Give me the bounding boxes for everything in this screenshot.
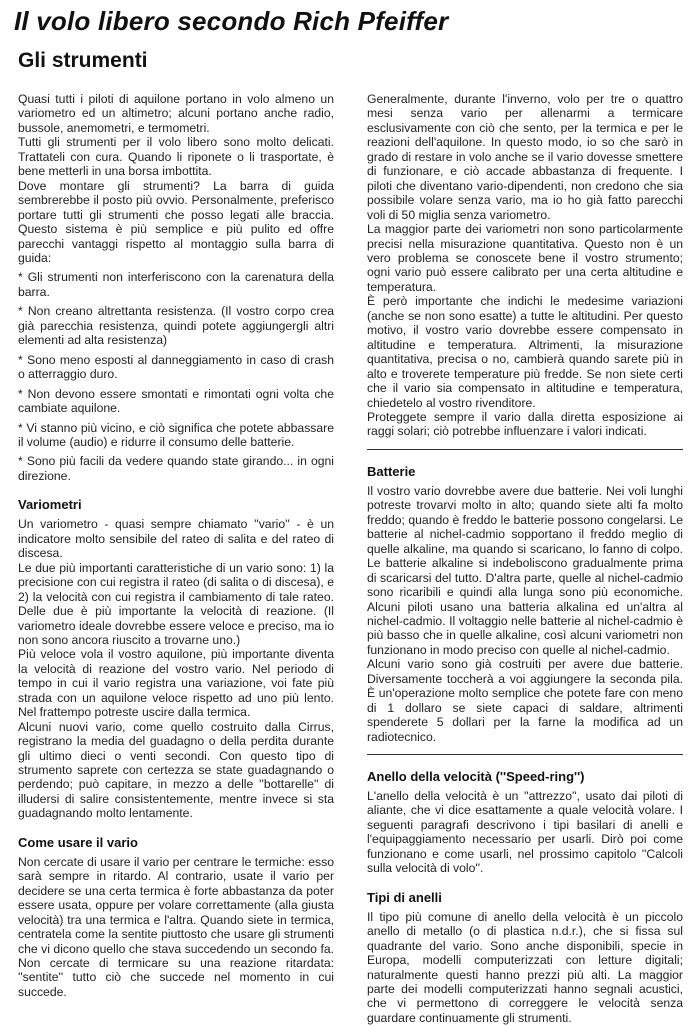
- batterie-heading: Batterie: [367, 463, 416, 479]
- variometri-heading: Variometri: [18, 497, 82, 513]
- page-header: [14, 6, 694, 74]
- variometri-paragraph: Un variometro - quasi sempre chiamato ''vario'' - è un indicatore molto sensibile del rateo di salita e del rateo di discesa.: [18, 517, 334, 561]
- variometri-paragraph: Più veloce vola il vostro aquilone, più importante diventa la velocità di reazione del vostro vario. Nel periodo di tempo in cui il vario registra una variazione, voi fate più strada con un aquilone veloce rispetto ad uno più lento. Nel frattempo potreste uscire dalla termica.: [18, 647, 334, 720]
- variometri-paragraph: Alcuni nuovi vario, come quello costruito dalla Cirrus, registrano la media del guadagno o della perdita durante gli ultimo dieci o venti secondi. Con questo tipo di strumento saprete con certezza se state guadagnando o perdendo; può capitare, in mezzo a delle ''bottarelle'' di illudersi di salire consistentemente, mentre invece si sta guadagnando molto lentamente.: [18, 719, 334, 821]
- tipi-paragraph: Il tipo più comune di anello della velocità è un piccolo anello di metallo (o di plastica n.d.r.), che si fissa sul quadrante del vario. Sono anche disponibili, specie in Europa, modelli computerizzati con letture digitali; naturalmente questi hanno prezzi più alti. La maggior parte dei modelli computerizzati hanno segnali acustici, che vi permettono di correggere le velocità senza guardare continuamente gli strumenti.: [367, 909, 683, 1025]
- intro-paragraph: Quasi tutti i piloti di aquilone portano in volo almeno un variometro ed un altimetro; alcuni portano anche radio, bussole, anemometri, e termometri.: [18, 92, 334, 135]
- intro-paragraph: Dove montare gli strumenti? La barra di guida sembrerebbe il posto più ovvio. Personalmente, preferisco portare tutti gli strumenti che posso legati alle braccia. Questo sistema è più semplice e più pulito ed offre parecchi vantaggi rispetto al montaggio sulla barra di guida:: [18, 178, 334, 265]
- left-column: [18, 92, 334, 999]
- vario-paragraph: Generalmente, durante l'inverno, volo per tre o quattro mesi senza vario per allenarmi a termicare esclusivamente con ciò che sento, per la termica e per le reazioni dell'aquilone. In questo modo, io so che sarò in grado di restare in volo anche se il vario dovesse smettere di funzionare, e ciò accade abbastanza di frequente. I piloti che diventano vario-dipendenti, non credono che sia possibile volare senza vario, ma io ho già fatto parecchi voli di 50 miglia senza variometro.: [367, 92, 683, 222]
- come-usare-paragraph: Non cercate di usare il vario per centrare le termiche: esso sarà sempre in ritardo. Al contrario, usate il vario per decidere se una certa termica è forte abbastanza da poter essere usata, oppure per volare correttamente (alla giusta velocità) tra una termica e l'altra. Quando siete in termica, centratela come la sentite piuttosto che usare gli strumenti che vi dicono quello che stava succedendo un secondo fa. Non cercate di termicare su una reazione ritardata: ''sentite'' tutto ciò che succede nel momento in cui succede.: [18, 854, 334, 999]
- bullet-item: * Vi stanno più vicino, e ciò significa che potete abbassare il volume (audio) e ridurre il consumo delle batterie.: [18, 420, 334, 449]
- intro-paragraph: Tutti gli strumenti per il volo libero sono molto delicati. Trattateli con cura. Quando li riponete o li trasportate, è bene metterli in una borsa imbottita.: [18, 135, 334, 179]
- vario-paragraph: La maggior parte dei variometri non sono particolarmente precisi nella misurazione quantitativa. Questo non è un vero problema se conoscete bene il vostro strumento; ogni vario può essere calibrato per una certa altitudine e temperatura.: [367, 222, 683, 294]
- anello-paragraph: L'anello della velocità è un ''attrezzo'', usato dai piloti di aliante, che vi dice esattamente a quale velocità volare. I seguenti paragrafi descrivono i tipi basilari di anelli e l'equipaggiamento necessario per usarli. Dirò poi come funzionano e come usarli, nel prossimo capitolo ''Calcoli sulla velocità di volo''.: [367, 789, 683, 876]
- variometri-paragraph: Le due più importanti caratteristiche di un vario sono: 1) la precisione con cui registra il rateo (di salita o di discesa), e 2) la velocità con cui registra il cambiamento di tale rateo. Delle due è più importante la velocità di reazione. (Il variometro ideale dovrebbe essere veloce e preciso, ma io non sono ancora riuscito a trovarne uno.): [18, 560, 334, 647]
- section-title: Gli strumenti: [18, 49, 148, 72]
- batterie-paragraph: Alcuni vario sono già costruiti per avere due batterie. Diversamente toccherà a voi aggiungere la seconda pila. È un'operazione molto semplice che potete fare con meno di 1 dollaro se siete capaci di saldare, altrimenti spenderete 5 dollari per la farne la modifica ad un radiotecnico.: [367, 657, 683, 744]
- bullet-item: * Sono meno esposti al danneggiamento in caso di crash o atterraggio duro.: [18, 352, 334, 382]
- tipi-heading: Tipi di anelli: [367, 889, 442, 905]
- bullet-item: * Non creano altrettanta resistenza. (Il vostro corpo crea già parecchia resistenza, quindi potete aggiungergli altri elementi ad alta resistenza): [18, 304, 334, 348]
- section-divider: [367, 754, 683, 755]
- batterie-paragraph: Il vostro vario dovrebbe avere due batterie. Nei voli lunghi potreste trovarvi molto in alto; quando siete alti fa molto freddo; quando è freddo le batterie possono congelarsi. Le batterie al nichel-cadmio sopportano il freddo meglio di quelle alkaline, ma quando si scaricano, lo fanno di colpo. Le batterie alkaline si indeboliscono gradualmente prima di scaricarsi del tutto. D'altra parte, quelle al nichel-cadmio sono ricaribili e quindi alla lunga sono più economiche. Alcuni piloti usano una batteria alkalina ed un'altra al nichel-cadmio. Il voltaggio nelle batterie al nichel-cadmio è più basso che in quelle alkaline, così alcuni variometri non funzionano in modo preciso con quelle al nichel-cadmio.: [367, 483, 683, 657]
- right-column: [367, 92, 683, 1025]
- come-usare-heading: Come usare il vario: [18, 834, 138, 850]
- bullet-item: * Sono più facili da vedere quando state girando... in ogni direzione.: [18, 454, 334, 483]
- vario-paragraph: Proteggete sempre il vario dalla diretta esposizione ai raggi solari; ciò potrebbe influenzare i valori indicati.: [367, 409, 683, 439]
- vario-paragraph: È però importante che indichi le medesime variazioni (anche se non sono esatte) a tutte le altitudini. Per questo motivo, il vostro vario dovrebbe essere compensato in altitudine e temperatura. Altrimenti, la misurazione quantitativa, precisa o no, cambierà quando sarete più in alto e troverete temperature più fredde. Se non siete certi che il vario sia compensato in altitudine e temperatura, chiedetelo al vostro rivenditore.: [367, 294, 683, 410]
- section-divider: [367, 449, 683, 450]
- page-title: Il volo libero secondo Rich Pfeiffer: [14, 6, 449, 36]
- bullet-item: * Gli strumenti non interferiscono con la carenatura della barra.: [18, 270, 334, 299]
- anello-heading: Anello della velocità (''Speed-ring''): [367, 769, 585, 785]
- bullet-item: * Non devono essere smontati e rimontati ogni volta che cambiate aquilone.: [18, 386, 334, 416]
